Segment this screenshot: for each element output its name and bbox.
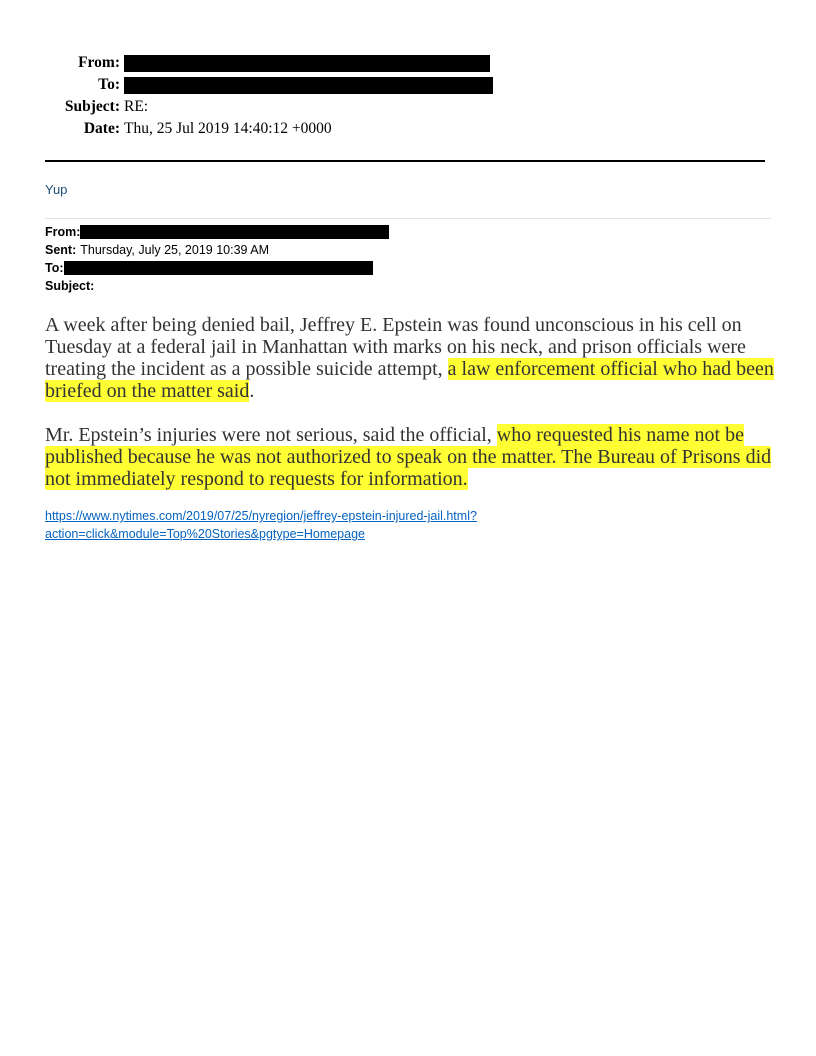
article-link-line-2[interactable]: action=click&module=Top%20Stories&pgtype=Homepage <box>45 527 365 541</box>
article-link-line-1[interactable]: https://www.nytimes.com/2019/07/25/nyregion/jeffrey-epstein-injured-jail.html? <box>45 509 477 523</box>
redacted-forwarded-from <box>80 225 389 239</box>
paragraph-2-highlight: who requested his name not be published because he was not authorized to speak on the matter. The Bureau of Prisons did not immediately respond to requests for information. <box>45 424 772 490</box>
forwarded-to-label: To: <box>45 261 64 275</box>
redacted-from-address <box>124 55 490 72</box>
forwarded-from-row <box>45 223 389 241</box>
subject-label: Subject: <box>64 98 120 115</box>
from-label: From: <box>78 54 120 71</box>
article-paragraph-1 <box>45 314 775 402</box>
forwarded-subject-label: Subject: <box>45 279 95 293</box>
subject-value: RE: <box>124 98 149 115</box>
redacted-to-address <box>124 77 493 94</box>
email-header <box>40 52 493 140</box>
forwarded-header <box>45 223 389 295</box>
header-divider <box>45 160 765 162</box>
paragraph-1-highlight: a law enforcement official who had been briefed on the matter said <box>45 358 774 402</box>
header-subject-row <box>40 96 493 118</box>
header-from-row <box>40 52 493 74</box>
forwarded-to-row <box>45 259 389 277</box>
article-link[interactable] <box>45 507 477 543</box>
article-excerpt <box>45 314 775 512</box>
paragraph-2-text: Mr. Epstein’s injuries were not serious, said the official, <box>45 424 497 446</box>
header-to-row <box>40 74 493 96</box>
forwarded-sent-value: Thursday, July 25, 2019 10:39 AM <box>80 243 270 257</box>
paragraph-1-end: . <box>249 380 255 402</box>
header-date-row <box>40 118 493 140</box>
forward-separator <box>45 218 771 219</box>
redacted-forwarded-to <box>64 261 373 275</box>
reply-text: Yup <box>45 182 68 197</box>
to-label: To: <box>98 76 120 93</box>
forwarded-sent-row <box>45 241 389 259</box>
forwarded-sent-label: Sent: <box>45 243 77 257</box>
article-paragraph-2 <box>45 424 775 490</box>
forwarded-from-label: From: <box>45 225 81 239</box>
date-value: Thu, 25 Jul 2019 14:40:12 +0000 <box>124 120 332 137</box>
date-label: Date: <box>83 120 120 137</box>
paragraph-1-text: A week after being denied bail, Jeffrey E. Epstein was found unconscious in his cell on Tuesday at a federal jail in Manhattan with marks on his neck, and prison officials were treating the incident as a possible suicide attempt, <box>45 314 746 380</box>
forwarded-subject-row <box>45 277 389 295</box>
